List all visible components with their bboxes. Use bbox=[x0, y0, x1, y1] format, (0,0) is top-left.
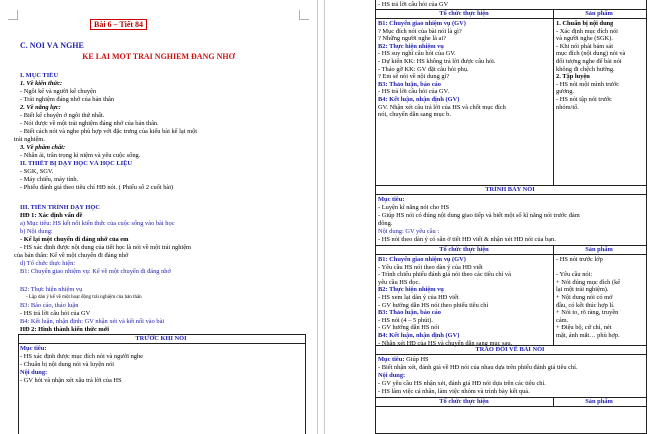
text-line: - GV hướng dẫn HS nói bbox=[378, 324, 440, 332]
text-line: mục đích (nội dung) nói và bbox=[556, 50, 626, 58]
table-divider bbox=[18, 343, 305, 344]
text-line: GV. Nhận xét câu trả lời của HS và chốt mục đích bbox=[378, 103, 506, 111]
text-line: - Lập dàn ý kể về một hoạt động trải nghiệm của bản thân bbox=[26, 295, 142, 300]
lesson-subtitle: KỂ LẠI MỘT TRẢI NGHIỆM ĐÁNG NHỚ bbox=[82, 53, 235, 61]
text-line: - HS nói trước lớp bbox=[556, 256, 603, 263]
text-line: + Nói to, rõ ràng, truyền bbox=[556, 309, 619, 317]
text-line: - Luyện kĩ năng nói cho HS bbox=[378, 204, 449, 211]
text-line: 1. Chuẩn bị nội dung bbox=[556, 20, 614, 27]
heading-pham-chat: 3. Về phẩm chất: bbox=[20, 144, 66, 151]
text-line: và người nghe (SGK). bbox=[556, 35, 613, 43]
text-line: lại một trải nghiệm). bbox=[556, 286, 609, 294]
text-line: - Tháo gỡ KK: GV đặt câu hỏi phụ. bbox=[378, 65, 469, 73]
text-line: - Yêu cầu HS nói theo dàn ý của HĐ viết bbox=[378, 263, 483, 271]
text-line: cảm. bbox=[556, 316, 569, 324]
text-line: ? Những người nghe là ai? bbox=[378, 35, 446, 43]
text-line: - HS xác định được mục đích nói và người nghe bbox=[20, 353, 144, 360]
table-divider bbox=[375, 354, 646, 355]
text-line: - Xác định mục đích nói bbox=[556, 27, 618, 35]
text-line: - Biết nhận xét, đánh giá về HĐ nói của nhau dựa trên phiếu đánh giá tiêu chí. bbox=[378, 364, 578, 371]
column-divider bbox=[553, 9, 554, 185]
text-line: - HS xem lại dàn ý của HĐ viết bbox=[378, 294, 459, 301]
text-line: Mục tiêu: bbox=[378, 196, 405, 203]
text-line: Nội dung: GV yêu cầu : bbox=[378, 228, 440, 235]
text-line: - HS nói (4 – 5 phút). bbox=[378, 316, 433, 324]
text-line: đối tượng nghe để bài nói bbox=[556, 58, 622, 65]
text-line: b) Nội dung: bbox=[20, 228, 53, 235]
text-line: - HS xác định được nội dung của tiết học là nói về một trải nghiệm bbox=[20, 244, 192, 251]
text-line: - Dự kiến KK: HS không trả lời được câu hỏi. bbox=[378, 58, 496, 65]
heading-tien-trinh: III. TIẾN TRÌNH DẠY HỌC bbox=[20, 204, 100, 211]
text-line: - SGK, SGV. bbox=[20, 168, 54, 175]
heading-muc-tieu: I. MỤC TIÊU bbox=[20, 72, 59, 79]
text-line: - GV hướng dẫn HS nói theo phiếu tiêu chí bbox=[378, 301, 489, 309]
text-line: - GV yêu cầu HS nhận xét, đánh giá HĐ nói dựa trên các tiêu chí. bbox=[378, 380, 546, 387]
text-line: B1: Chuyển giao nhiệm vụ (GV) bbox=[378, 20, 466, 27]
text-line: - Kể lại một chuyến đi đáng nhớ của em bbox=[20, 236, 129, 243]
text-line: B2: Thực hiện nhiệm vụ bbox=[378, 42, 444, 50]
text-line: - Máy chiếu, máy tính. bbox=[20, 176, 79, 183]
text-line: - HS trả lời câu hỏi của GV bbox=[20, 310, 91, 317]
text-line: B4: Kết luận, nhận định (GV) bbox=[378, 332, 460, 339]
text-line: - Phiếu đánh giá theo tiêu chí HĐ nói. ( Phiếu số 2 cuối bài) bbox=[20, 184, 174, 191]
text-line: B3: Thảo luận, báo cáo bbox=[378, 80, 441, 88]
text-line: Mục tiêu: bbox=[20, 345, 47, 352]
text-line: - Biết kể chuyện ở ngôi thứ nhất. bbox=[20, 112, 105, 119]
text-line: - Giúp HS nói có đúng nội dung giao tiếp và biết một số kĩ năng nói trước đám bbox=[378, 212, 580, 219]
text-line: - Nhận xét HĐ của HS và chuyển dẫn sang mục sau. bbox=[378, 339, 513, 347]
text-line: gương. bbox=[556, 88, 575, 96]
text-line: đầu, có kết thúc hợp lí. bbox=[556, 301, 615, 309]
text-line: - Nhân ái, trân trọng kỉ niệm và yêu cuộc sống. bbox=[20, 152, 141, 159]
text-line: - HS làm việc cá nhân, làm việc nhóm và trình bày kết quả. bbox=[378, 388, 530, 395]
table-divider bbox=[375, 194, 646, 195]
column-header-to-chuc: Tổ chức thực hiện bbox=[439, 10, 489, 17]
heading-nang-luc: 2. Về năng lực: bbox=[20, 104, 61, 111]
text-line: trải nghiệm. bbox=[14, 136, 45, 143]
text-line: ? Mục đích nói của bài nói là gì? bbox=[378, 27, 462, 35]
text-line: - HS trả lời câu hỏi của GV. bbox=[378, 88, 450, 96]
column-header-to-chuc: Tổ chức thực hiện bbox=[439, 246, 489, 253]
text-line: B1: Chuyển giao nhiệm vụ: Kể về một chuyến đi đáng nhớ bbox=[20, 268, 171, 275]
heading-hd2: HĐ 2: Hình thành kiến thức mới bbox=[20, 326, 110, 333]
document-page-left bbox=[0, 0, 318, 434]
text-line: - GV hỏi và nhận xét xâu trả lời của HS bbox=[20, 377, 122, 384]
text-line: a) Mục tiêu: HS kết nối kiến thức của cuộc sống vào bài học bbox=[20, 220, 175, 227]
column-header-san-pham: Sản phẩm bbox=[585, 398, 613, 405]
text-line: Nội dung: bbox=[378, 372, 406, 379]
column-divider bbox=[553, 245, 554, 345]
text-line: - Trình chiếu phiếu đánh giá nói theo các tiêu chí và bbox=[378, 271, 511, 279]
lesson-title: Bài 6 – Tiết 84 bbox=[90, 19, 147, 30]
text-line: của bản thân: Kể về một chuyến đi đáng nhớ bbox=[14, 252, 129, 259]
text-line: - HS nói tập nói trước bbox=[556, 96, 613, 103]
text-line: - HS suy nghĩ câu hỏi của GV. bbox=[378, 50, 456, 58]
text-line: - Trải nghiệm đáng nhớ của bản thân bbox=[20, 96, 115, 103]
heading-thiet-bi: II. THIẾT BỊ DẠY HỌC VÀ HỌC LIỆU bbox=[20, 160, 132, 167]
text-line: B2: Thực hiện nhiệm vụ bbox=[20, 286, 83, 293]
text-line: - Yêu cầu nói: bbox=[556, 271, 593, 279]
section-trao-doi: TRAO ĐỔI VỀ BÀI NÓI bbox=[475, 346, 545, 353]
table-title: TRƯỚC KHI NÓI bbox=[135, 335, 187, 342]
column-header-san-pham: Sản phẩm bbox=[585, 10, 613, 17]
column-header-san-pham: Sản phẩm bbox=[585, 246, 613, 253]
section-heading: C. NÓI VÀ NGHE bbox=[20, 42, 84, 50]
text-line: - HS trả lời câu hỏi của GV bbox=[378, 1, 449, 8]
text-line: - Biết cách nói và nghe phù hợp với đặc trưng của kiểu bài kể lại một bbox=[20, 128, 198, 135]
text-line: B3: Báo cáo, thảo luận bbox=[20, 302, 79, 309]
text-line: nói, chuyển dẫn sang mục b. bbox=[378, 111, 451, 119]
text-line: - HS nói một mình trước bbox=[556, 80, 620, 88]
text-line: - Khi nói phải bám sát bbox=[556, 42, 613, 50]
text-muc-tieu: Giúp HS bbox=[406, 356, 429, 363]
text-line: - HS nói theo dàn ý có sẵn ở tiết HĐ viết & nhận xét HĐ nói của bạn. bbox=[378, 236, 556, 243]
text-line: B2: Thực hiện nhiệm vụ bbox=[378, 286, 444, 294]
text-line: Nội dung: bbox=[20, 369, 48, 376]
text-line: không đi chệch hướng. bbox=[556, 65, 615, 73]
text-line: đông. bbox=[378, 220, 393, 227]
text-line: ? Em sẽ nói về nội dung gì? bbox=[378, 73, 450, 81]
text-line: - Ngôi kể và người kể chuyện bbox=[20, 88, 97, 95]
page-corner-mark bbox=[8, 10, 18, 20]
text-line: B1: Chuyển giao nhiệm vụ (GV) bbox=[378, 256, 466, 263]
table-divider bbox=[375, 406, 646, 407]
text-line: nhóm/tổ. bbox=[556, 103, 579, 111]
text-line: B4: Kết luận, nhận định (GV) bbox=[378, 96, 460, 103]
text-line: + Nói đúng mục đích (kể bbox=[556, 278, 621, 286]
document-page-right bbox=[324, 0, 650, 434]
text-line bbox=[378, 356, 429, 363]
text-line: + Nội dung nói có mở bbox=[556, 294, 613, 301]
text-line: yêu cầu HS đọc. bbox=[378, 278, 420, 286]
section-trinh-bay-noi: TRÌNH BÀY NÓI bbox=[485, 186, 535, 193]
table-divider bbox=[375, 18, 646, 19]
text-line: 2. Tập luyện bbox=[556, 73, 590, 81]
table-divider bbox=[375, 254, 646, 255]
text-line: + Điệu bộ, cử chỉ, nét bbox=[556, 324, 612, 332]
text-line: - Chuẩn bị nội dung nói và luyện nói bbox=[20, 361, 115, 368]
page-corner-mark bbox=[299, 10, 309, 20]
label-muc-tieu: Mục tiêu: bbox=[378, 356, 405, 363]
text-line: B4: Kết luận, nhận định: GV nhận xét và kết nối vào bài bbox=[20, 318, 165, 325]
text-line: mặt, ánh mắt… phù hợp. bbox=[556, 332, 620, 339]
text-line: d) Tổ chức thực hiện: bbox=[20, 260, 76, 267]
text-line: - Nói được về một trải nghiệm đáng nhớ của bản thân. bbox=[20, 120, 159, 127]
heading-hd1: HĐ 1: Xác định vấn đề bbox=[20, 212, 83, 219]
heading-kien-thuc: 1. Về kiến thức: bbox=[20, 80, 63, 87]
text-line: B3: Thảo luận, báo cáo bbox=[378, 309, 441, 317]
column-header-to-chuc: Tổ chức thực hiện bbox=[439, 398, 489, 405]
